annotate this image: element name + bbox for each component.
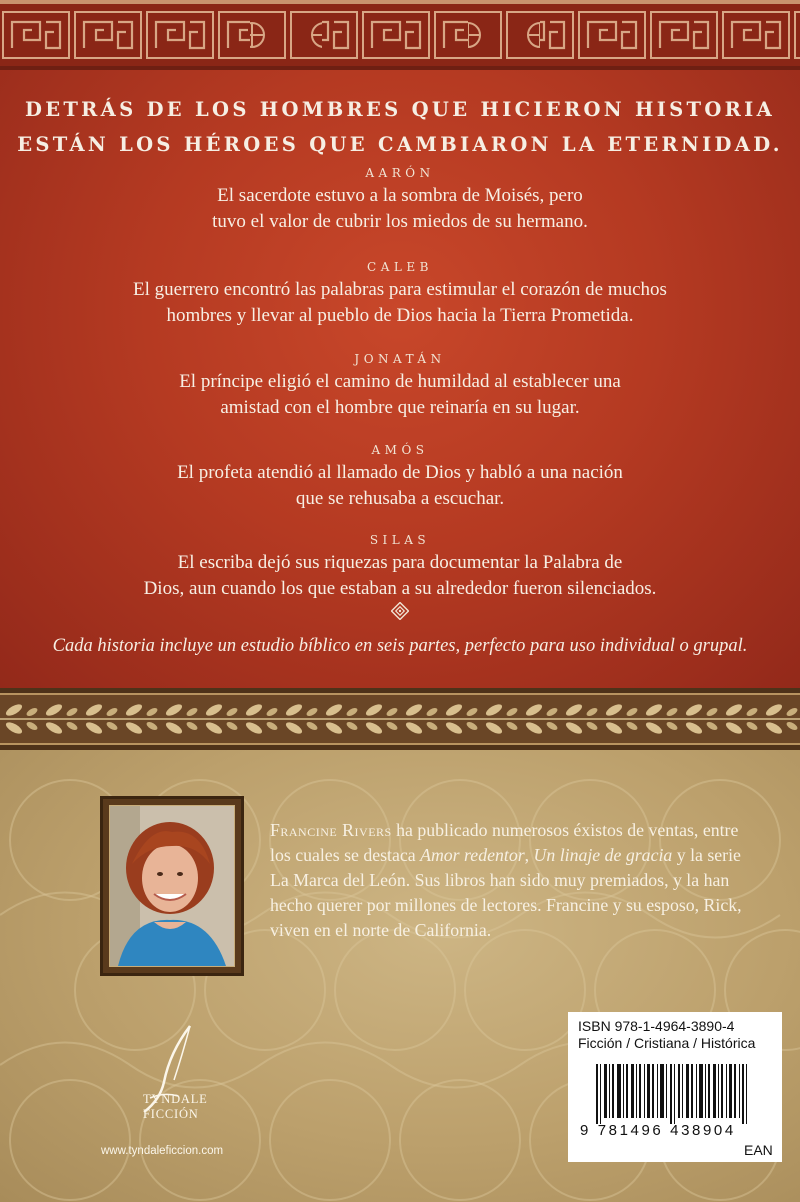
isbn-number: ISBN 978-1-4964-3890-4 [578,1018,735,1034]
entry-line: El profeta atendió al llamado de Dios y habló a una nación [177,462,623,483]
entry-jonatan [0,349,800,421]
entry-line: El escriba dejó sus riquezas para documentar la Palabra de [177,552,623,573]
tagline: Cada historia incluye un estudio bíblico en seis partes, perfecto para uso individual o grupal. [52,636,748,656]
book-title: Un linaje de gracia [533,845,673,865]
entry-silas [0,530,800,602]
book-title: Amor redentor [420,845,525,865]
entry-amos [0,440,800,512]
author-bio [270,818,750,943]
greek-key-border [0,0,800,70]
isbn-info [578,1018,755,1052]
bio-text: ha publicado numerosos éxistos de ventas, entre los cuales se destaca [270,820,739,865]
entry-name: CALEB [367,260,433,274]
author-name: Francine Rivers [270,820,392,840]
headline-line-2: ESTÁN LOS HÉROES QUE CAMBIARON LA ETERNIDAD. [17,133,783,156]
barcode [596,1064,756,1124]
entry-name: AMÓS [371,443,429,457]
isbn-barcode-box [568,1012,782,1162]
entry-caleb [0,257,800,329]
diamond-ornament-icon [391,602,409,620]
entry-line: El sacerdote estuvo a la sombra de Moisés, pero [217,185,583,206]
entry-aaron [0,163,800,235]
entry-line: tuvo el valor de cubrir los miedos de su hermano. [212,211,588,232]
headline [0,92,800,162]
laurel-band [0,688,800,750]
entry-line: El príncipe eligió el camino de humildad al establecer una [179,371,621,392]
entry-name: AARÓN [365,166,435,180]
bio-text: , [524,845,534,865]
entry-line: que se rehusaba a escuchar. [295,488,505,509]
headline-line-1: DETRÁS DE LOS HOMBRES QUE HICIERON HISTORIA [24,98,776,121]
entry-line: Dios, aun cuando los que estaban a su alrededor fueron silenciados. [143,578,657,599]
isbn-category: Ficción / Cristiana / Histórica [578,1035,756,1051]
bio-text: y la serie La Marca del León. Sus libros han sido muy premiados, y la han hecho querer por millones de lectores. Francine y su esposo, Rick, viven en el norte de California. [270,845,742,940]
barcode-digits: 9 781496 438904 [580,1122,736,1139]
publisher-name: TYNDALE [143,1092,208,1106]
author-photo [109,805,235,967]
entry-name: SILAS [369,533,431,547]
entry-line: amistad con el hombre que reinaría en su lugar. [220,397,580,418]
author-photo-frame [100,796,244,976]
entry-line: hombres y llevar al pueblo de Dios hacia la Tierra Prometida. [166,305,634,326]
entry-name: JONATÁN [354,352,446,366]
entry-line: El guerrero encontró las palabras para estimular el corazón de muchos [133,279,667,300]
publisher-website: www.tyndaleficcion.com [101,1145,224,1157]
publisher-imprint: FICCIÓN [143,1107,199,1121]
ean-label: EAN [744,1142,773,1158]
